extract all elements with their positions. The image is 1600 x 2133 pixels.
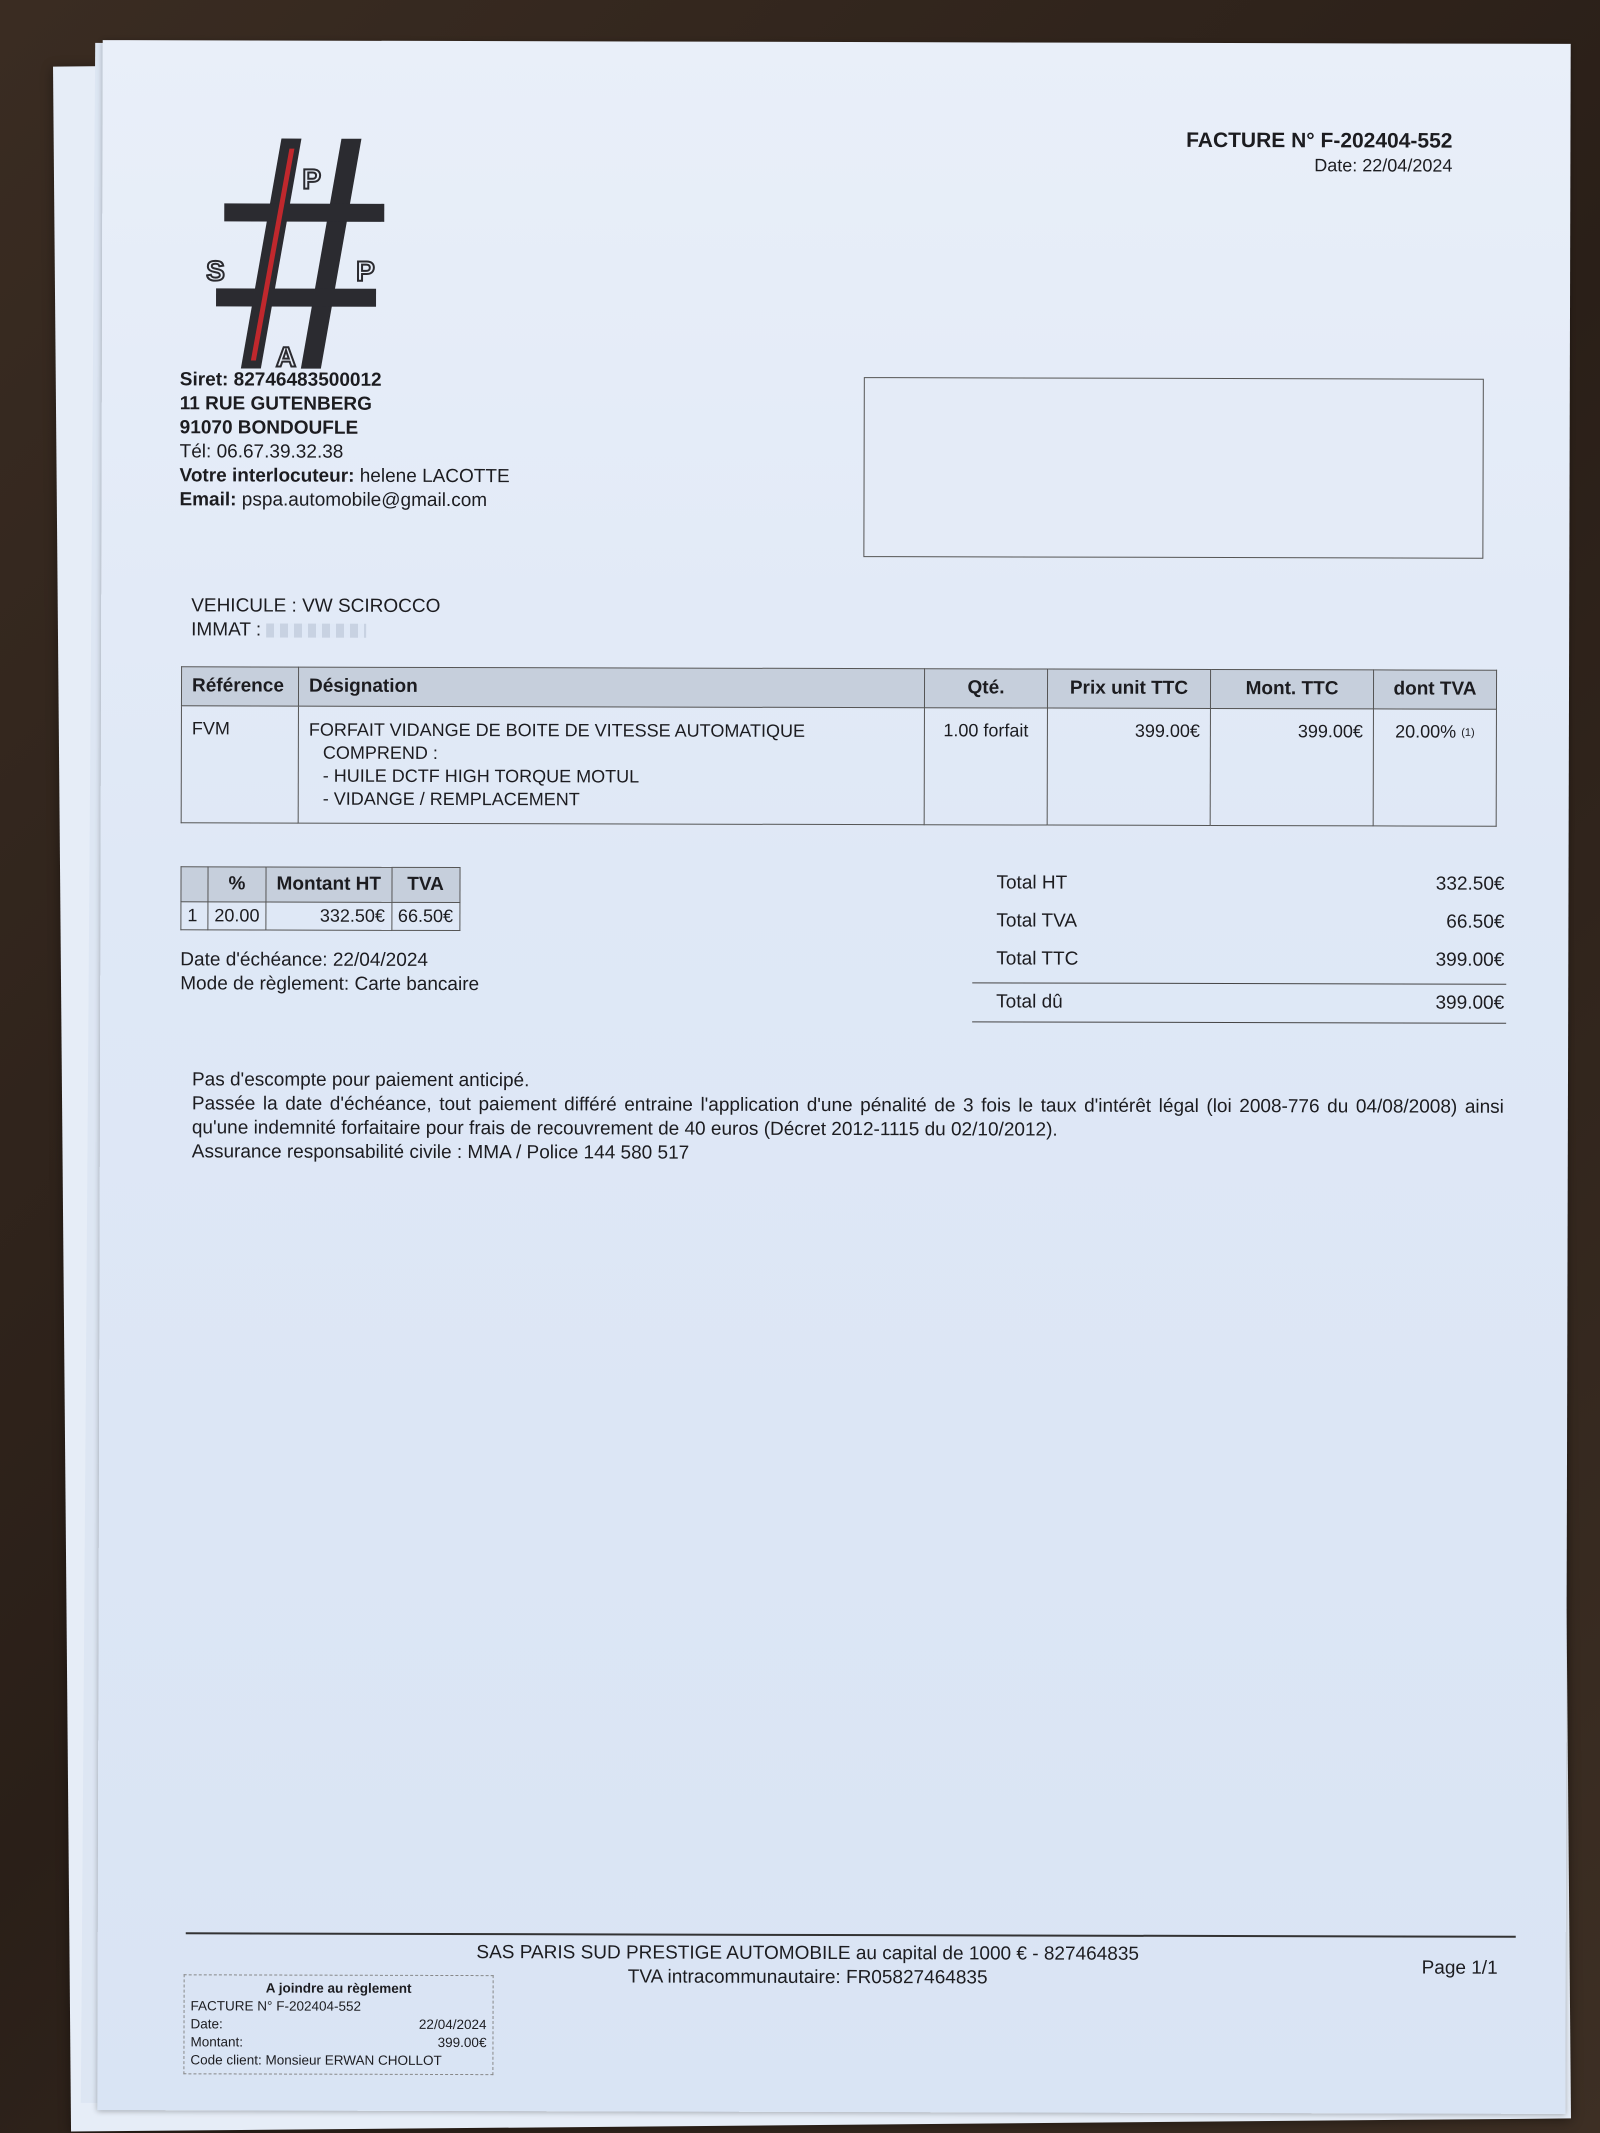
due-date: Date d'échéance: 22/04/2024 [180, 949, 429, 971]
recipient-address-box [863, 377, 1483, 559]
totals-block [972, 864, 1506, 1023]
total-ttc-value: 399.00€ [1435, 949, 1505, 971]
coupon-client-row [190, 2051, 486, 2070]
payment-terms [180, 948, 479, 997]
vehicle-info [191, 594, 440, 643]
total-tva-row [972, 902, 1506, 941]
pspa-logo [206, 128, 397, 388]
coupon-amount-row [190, 2033, 486, 2052]
total-ht-value: 332.50€ [1435, 873, 1505, 895]
footer-company-line: SAS PARIS SUD PRESTIGE AUTOMOBILE au capital de 1000 € - 827464835 [476, 1942, 1139, 1965]
footer-vat-line: TVA intracommunautaire: FR05827464835 [627, 1966, 988, 1989]
header-designation: Désignation [298, 667, 924, 708]
total-due-label: Total dû [996, 991, 1063, 1013]
coupon-date-row [190, 2015, 486, 2034]
logo-letter-s: S [206, 255, 225, 287]
total-ht-row [972, 864, 1506, 903]
invoice-page [97, 40, 1570, 2114]
cell-reference: FVM [181, 706, 298, 823]
table-row [181, 706, 1496, 826]
legal-line-discount: Pas d'escompte pour paiement anticipé. [191, 1069, 530, 1092]
immat-redacted [266, 623, 366, 637]
coupon-title: A joindre au règlement [265, 1980, 412, 1996]
immat-label: IMMAT : [191, 619, 262, 641]
cell-unit-price: 399.00€ [1047, 708, 1210, 825]
header-qty: Qté. [924, 669, 1047, 708]
total-tva-label: Total TVA [996, 910, 1078, 932]
vehicle-model: VEHICULE : VW SCIROCCO [191, 595, 441, 617]
contact-value: helene LACOTTE [359, 465, 510, 488]
total-due-value: 399.00€ [1435, 992, 1505, 1014]
designation-line: COMPREND : [322, 742, 438, 763]
legal-line-penalty: Passée la date d'échéance, tout paiement différé entraine l'application d'une pénalité de 3 fois le taux d'intérêt légal (loi 2008-776 du 04/08/2008) ainsi qu'une indemnité forfaitaire pour frais de recouvrement de 40 euros (Décret 2012-1115 du 02/10/2012). [191, 1093, 1504, 1141]
vat-header-vat: TVA [391, 867, 459, 902]
vat-cell-vat: 66.50€ [391, 902, 459, 930]
designation-line: - VIDANGE / REMPLACEMENT [322, 788, 580, 810]
items-table-header [181, 667, 1496, 709]
footer-company-info [398, 1941, 1218, 1991]
vat-header-rate: % [208, 867, 266, 902]
logo-letter-p-right: P [356, 255, 375, 287]
company-city: 91070 BONDOUFLE [179, 417, 359, 439]
payment-coupon [183, 1974, 493, 2075]
logo-letter-p-top: P [302, 163, 322, 195]
legal-line-insurance: Assurance responsabilité civile : MMA / Police 144 580 517 [191, 1141, 690, 1164]
designation-line: - HUILE DCTF HIGH TORQUE MOTUL [322, 765, 640, 787]
header-amount: Mont. TTC [1210, 669, 1373, 708]
cell-designation [298, 706, 924, 825]
invoice-header [1186, 129, 1452, 177]
coupon-invoice: FACTURE N° F-202404-552 [190, 1998, 362, 2014]
total-ht-label: Total HT [996, 872, 1068, 894]
total-due-row [972, 982, 1506, 1023]
vat-cell-rate: 20.00 [208, 902, 266, 930]
vat-cell-base: 332.50€ [266, 902, 392, 930]
company-street: 11 RUE GUTENBERG [179, 393, 372, 415]
total-ttc-label: Total TTC [996, 948, 1079, 970]
cell-qty: 1.00 forfait [924, 708, 1047, 825]
vat-header-base: Montant HT [266, 867, 392, 902]
vat-summary-table [180, 866, 460, 931]
company-siret: Siret: 82746483500012 [179, 369, 382, 391]
vat-rate: 20.00% [1395, 721, 1457, 742]
payment-method: Mode de règlement: Carte bancaire [180, 973, 480, 996]
invoice-number: FACTURE N° F-202404-552 [1186, 128, 1453, 153]
company-email [179, 488, 509, 513]
coupon-date-value: 22/04/2024 [418, 2016, 487, 2033]
legal-notice [192, 1068, 1504, 1167]
logo-letter-a: A [275, 341, 297, 373]
company-info [179, 368, 510, 513]
coupon-client-value: Monsieur ERWAN CHOLLOT [265, 2052, 442, 2068]
designation-line: FORFAIT VIDANGE DE BOITE DE VITESSE AUTOMATIQUE [308, 719, 806, 741]
items-table [181, 666, 1497, 826]
vehicle-immat [191, 618, 440, 643]
company-tel: Tél: 06.67.39.32.38 [179, 441, 344, 463]
vat-header-blank [181, 867, 208, 902]
email-label: Email: [179, 489, 237, 511]
cell-vat [1373, 709, 1496, 826]
coupon-date-label: Date: [190, 2016, 223, 2032]
contact-label: Votre interlocuteur: [179, 465, 355, 487]
table-row [181, 902, 460, 931]
coupon-amount-label: Montant: [190, 2034, 244, 2050]
vat-cell-index: 1 [181, 902, 208, 930]
coupon-client-label: Code client: [190, 2052, 262, 2068]
cell-amount: 399.00€ [1210, 708, 1373, 825]
header-unit-price: Prix unit TTC [1047, 669, 1210, 708]
page-number: Page 1/1 [1421, 1957, 1498, 1979]
total-tva-value: 66.50€ [1446, 911, 1505, 933]
header-vat: dont TVA [1373, 670, 1496, 709]
header-reference: Référence [181, 667, 298, 706]
company-contact [180, 464, 510, 489]
total-ttc-row [972, 940, 1506, 979]
vat-table-header [181, 867, 460, 903]
email-value: pspa.automobile@gmail.com [241, 489, 488, 512]
coupon-amount-value: 399.00€ [437, 2034, 487, 2051]
invoice-date: Date: 22/04/2024 [1314, 155, 1453, 176]
vat-note: (1) [1461, 726, 1475, 739]
footer-divider [186, 1932, 1516, 1937]
